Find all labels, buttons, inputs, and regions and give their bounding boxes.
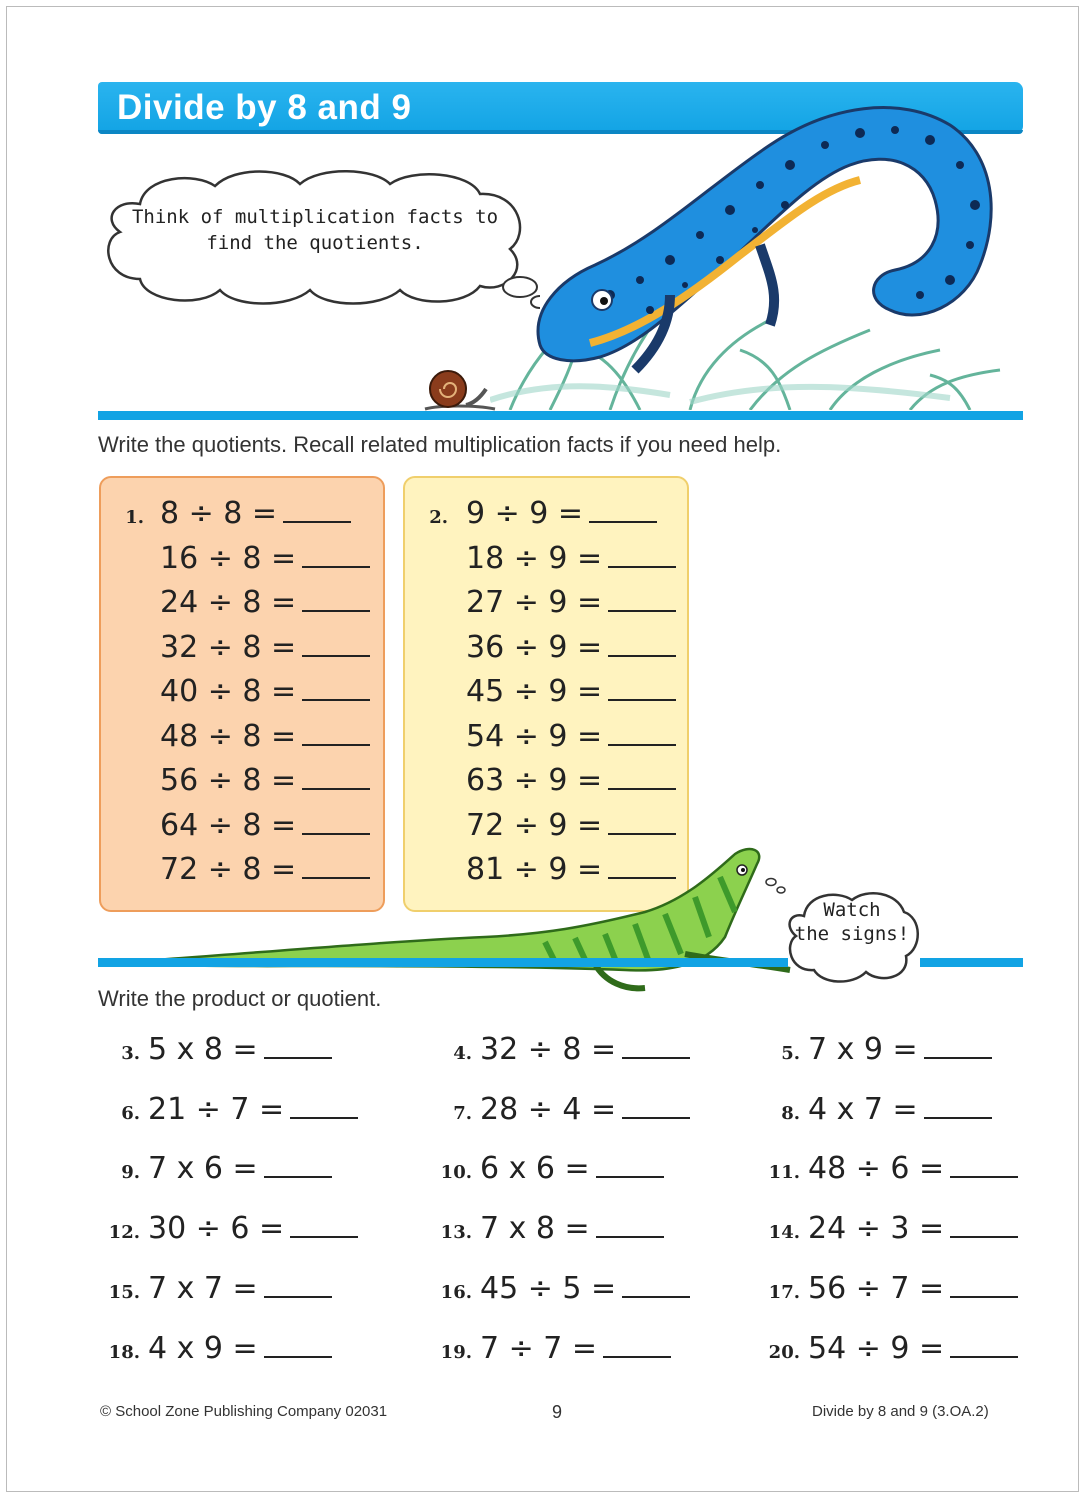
answer-blank[interactable] (589, 495, 657, 523)
problem-label: 10. (440, 1162, 472, 1184)
problem-label: 5. (781, 1043, 800, 1064)
problem-label: 3. (121, 1043, 140, 1064)
fact-expression: 72 ÷ 8 = (160, 852, 297, 887)
problem-item (96, 1329, 332, 1369)
answer-blank[interactable] (264, 1031, 332, 1059)
fact-row (160, 539, 370, 579)
problem-expression: 7 x 8 = (480, 1211, 590, 1247)
problem-label: 7. (453, 1102, 472, 1124)
problem-label: 4. (453, 1043, 472, 1064)
fact-expression: 56 ÷ 8 = (160, 763, 297, 798)
problem-label: 15. (108, 1281, 140, 1303)
answer-blank[interactable] (302, 540, 370, 568)
footer-copyright: © School Zone Publishing Company 02031 (100, 1403, 388, 1420)
problem-label: 11. (768, 1162, 800, 1184)
problem-expression: 28 ÷ 4 = (480, 1091, 617, 1127)
answer-blank[interactable] (302, 807, 370, 835)
problem-item (756, 1209, 1018, 1249)
thought-text (130, 204, 500, 256)
fact-row (466, 539, 676, 579)
lizard-illustration (125, 842, 805, 992)
answer-blank[interactable] (622, 1270, 690, 1298)
problem-expression: 32 ÷ 8 = (480, 1032, 617, 1067)
answer-blank[interactable] (622, 1031, 690, 1059)
answer-blank[interactable] (290, 1210, 358, 1238)
answer-blank[interactable] (264, 1150, 332, 1178)
fact-row (466, 583, 676, 623)
fact-expression: 81 ÷ 9 = (466, 852, 603, 887)
problem-label: 9. (121, 1162, 140, 1184)
instruction-1: Write the quotients. Recall related multiplication facts if you need help. (98, 432, 782, 457)
footer-page-number: 9 (552, 1402, 563, 1422)
problem-expression: 21 ÷ 7 = (148, 1091, 285, 1127)
watch-line-2: the signs! (794, 923, 910, 945)
fact-expression: 72 ÷ 9 = (466, 807, 603, 843)
problem-2-label: 2. (429, 507, 448, 528)
problem-label: 18. (108, 1341, 140, 1363)
thought-line-2: find the quotients. (206, 232, 424, 254)
problem-expression: 7 x 7 = (148, 1270, 258, 1306)
footer-topic: Divide by 8 and 9 (3.OA.2) (812, 1403, 989, 1420)
problem-item (428, 1209, 664, 1249)
answer-blank[interactable] (608, 629, 676, 657)
fact-expression: 64 ÷ 8 = (160, 807, 297, 843)
thought-line-1: Think of multiplication facts to (131, 206, 499, 228)
fact-row (160, 717, 370, 757)
fact-expression: 63 ÷ 9 = (466, 763, 603, 798)
problem-expression: 7 x 6 = (148, 1151, 258, 1187)
problem-expression: 4 x 9 = (148, 1330, 258, 1366)
problem-item (756, 1090, 992, 1130)
answer-blank[interactable] (264, 1270, 332, 1298)
fact-row (160, 628, 370, 668)
page-title: Divide by 8 and 9 (117, 88, 412, 127)
instruction-2: Write the product or quotient. (98, 986, 382, 1011)
problem-item (756, 1329, 1018, 1369)
watch-line-1: Watch (823, 899, 881, 921)
fact-row (160, 583, 370, 623)
fact-row (160, 672, 370, 712)
problem-expression: 6 x 6 = (480, 1151, 590, 1187)
problem-item (756, 1149, 1018, 1189)
fact-expression: 32 ÷ 8 = (160, 629, 297, 665)
fact-expression: 27 ÷ 9 = (466, 585, 603, 620)
problem-expression: 45 ÷ 5 = (480, 1270, 617, 1306)
answer-blank[interactable] (608, 584, 676, 612)
fact-expression: 36 ÷ 9 = (466, 629, 603, 665)
fact-row (466, 806, 676, 846)
answer-blank[interactable] (924, 1091, 992, 1119)
answer-blank[interactable] (596, 1210, 664, 1238)
fact-expression: 40 ÷ 8 = (160, 674, 297, 709)
problem-expression: 56 ÷ 7 = (808, 1270, 945, 1306)
problem-item (428, 1090, 690, 1130)
answer-blank[interactable] (950, 1150, 1018, 1178)
answer-blank[interactable] (302, 762, 370, 790)
fact-row (160, 806, 370, 846)
fact-expression: 45 ÷ 9 = (466, 674, 603, 709)
answer-blank[interactable] (302, 584, 370, 612)
problem-expression: 4 x 7 = (808, 1091, 918, 1127)
divider-2 (98, 958, 788, 967)
problem-expression: 30 ÷ 6 = (148, 1211, 285, 1247)
answer-blank[interactable] (608, 762, 676, 790)
problem-label: 14. (768, 1222, 800, 1244)
answer-blank[interactable] (283, 495, 351, 523)
fact-row (466, 761, 676, 801)
fact-expression: 48 ÷ 8 = (160, 718, 297, 754)
fact-expression: 18 ÷ 9 = (466, 540, 603, 576)
fact-row (466, 672, 676, 712)
answer-blank[interactable] (264, 1330, 332, 1358)
answer-blank[interactable] (603, 1330, 671, 1358)
problem-expression: 48 ÷ 6 = (808, 1151, 945, 1187)
problem-item (428, 1269, 690, 1309)
fact-expression: 24 ÷ 8 = (160, 585, 297, 620)
problem-label: 20. (768, 1341, 800, 1363)
divider-1 (98, 411, 1023, 420)
problem-item (428, 1329, 671, 1369)
problem-expression: 5 x 8 = (148, 1032, 258, 1067)
problem-label: 12. (108, 1222, 140, 1244)
answer-blank[interactable] (302, 673, 370, 701)
answer-blank[interactable] (596, 1150, 664, 1178)
fact-row (160, 761, 370, 801)
problem-label: 17. (768, 1281, 800, 1303)
problem-label: 8. (781, 1102, 800, 1124)
salamander-illustration (520, 95, 1010, 395)
answer-blank[interactable] (924, 1031, 992, 1059)
answer-blank[interactable] (950, 1210, 1018, 1238)
problem-item (96, 1030, 332, 1070)
watch-text (788, 898, 916, 946)
problem-expression: 24 ÷ 3 = (808, 1211, 945, 1247)
problem-label: 13. (440, 1222, 472, 1244)
fact-expression: 16 ÷ 8 = (160, 540, 297, 576)
fact-row (466, 717, 676, 757)
problem-item (96, 1269, 332, 1309)
answer-blank[interactable] (290, 1091, 358, 1119)
answer-blank[interactable] (302, 718, 370, 746)
snail-illustration (420, 365, 500, 413)
problem-1-label: 1. (125, 507, 144, 528)
fact-row (160, 494, 351, 534)
problem-expression: 54 ÷ 9 = (808, 1330, 945, 1366)
answer-blank[interactable] (950, 1330, 1018, 1358)
problem-item (428, 1030, 690, 1070)
problem-label: 19. (440, 1341, 472, 1363)
answer-blank[interactable] (608, 673, 676, 701)
problem-item (96, 1149, 332, 1189)
problem-item (756, 1269, 1018, 1309)
fact-expression: 54 ÷ 9 = (466, 718, 603, 754)
answer-blank[interactable] (608, 718, 676, 746)
problem-expression: 7 ÷ 7 = (480, 1330, 598, 1366)
answer-blank[interactable] (950, 1270, 1018, 1298)
answer-blank[interactable] (302, 629, 370, 657)
answer-blank[interactable] (622, 1091, 690, 1119)
fact-row (466, 628, 676, 668)
divider-2b (920, 958, 1023, 967)
fact-expression: 9 ÷ 9 = (466, 496, 584, 531)
problem-item (756, 1030, 992, 1070)
fact-expression: 8 ÷ 8 = (160, 496, 278, 531)
problem-item (96, 1090, 358, 1130)
problem-expression: 7 x 9 = (808, 1032, 918, 1067)
problem-item (428, 1149, 664, 1189)
fact-row (466, 494, 657, 534)
answer-blank[interactable] (608, 540, 676, 568)
problem-label: 16. (440, 1281, 472, 1303)
problem-item (96, 1209, 358, 1249)
problem-label: 6. (121, 1102, 140, 1124)
answer-blank[interactable] (608, 807, 676, 835)
